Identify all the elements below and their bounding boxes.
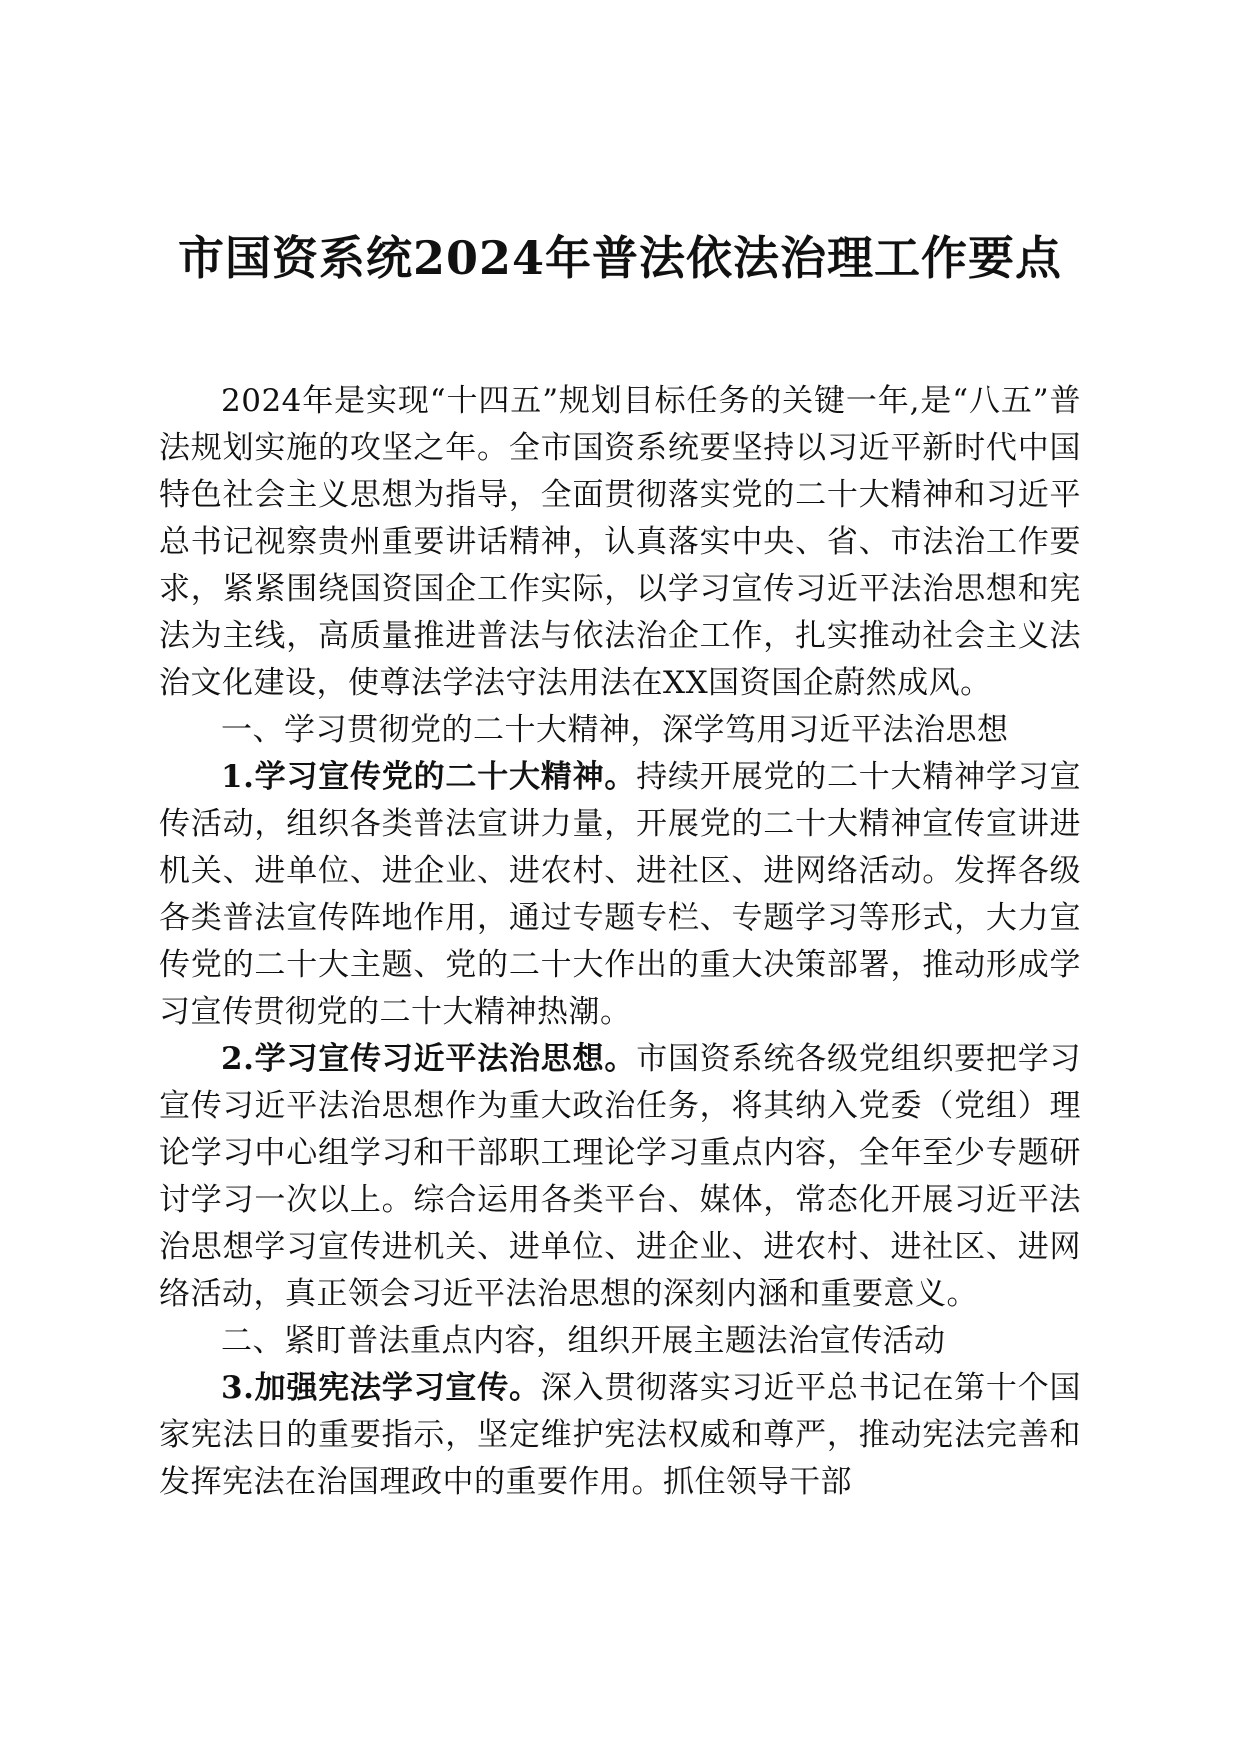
item-2-paragraph: [159, 1036, 1081, 1318]
section-1-heading: 一、学习贯彻党的二十大精神，深学笃用习近平法治思想: [221, 712, 1009, 748]
item-1-text: 持续开展党的二十大精神学习宣传活动，组织各类普法宣讲力量，开展党的二十大精神宣传宣讲进机关、进单位、进企业、进农村、进社区、进网络活动。发挥各级各类普法宣传阵地作用，通过专题专栏、专题学习等形式，大力宣传党的二十大主题、党的二十大作出的重大决策部署，推动形成学习宣传贯彻党的二十大精神热潮。: [159, 759, 1081, 1030]
item-2-lead: 2.学习宣传习近平法治思想。: [221, 1041, 637, 1077]
document-title: 市国资系统2024年普法依法治理工作要点: [177, 231, 1063, 285]
document-body: [159, 378, 1081, 1506]
section-2-heading: 二、紧盯普法重点内容，组织开展主题法治宣传活动: [221, 1323, 946, 1359]
item-3-text: 深入贯彻落实习近平总书记在第十个国家宪法日的重要指示，坚定维护宪法权威和尊严，推动宪法完善和发挥宪法在治国理政中的重要作用。抓住领导干部: [159, 1370, 1081, 1500]
item-3-lead: 3.加强宪法学习宣传。: [221, 1370, 541, 1406]
intro-paragraph: 2024年是实现“十四五”规划目标任务的关键一年,是“八五”普法规划实施的攻坚之年。全市国资系统要坚持以习近平新时代中国特色社会主义思想为指导，全面贯彻落实党的二十大精神和习近平总书记视察贵州重要讲话精神，认真落实中央、省、市法治工作要求，紧紧围绕国资国企工作实际，以学习宣传习近平法治思想和宪法为主线，高质量推进普法与依法治企工作，扎实推动社会主义法治文化建设，使尊法学法守法用法在XX国资国企蔚然成风。: [159, 383, 1081, 701]
item-1-paragraph: [159, 754, 1081, 1036]
item-1-lead: 1.学习宣传党的二十大精神。: [221, 759, 637, 795]
item-2-text: 市国资系统各级党组织要把学习宣传习近平法治思想作为重大政治任务，将其纳入党委（党组）理论学习中心组学习和干部职工理论学习重点内容，全年至少专题研讨学习一次以上。综合运用各类平台、媒体，常态化开展习近平法治思想学习宣传进机关、进单位、进企业、进农村、进社区、进网络活动，真正领会习近平法治思想的深刻内涵和重要意义。: [159, 1041, 1081, 1312]
item-3-paragraph: [159, 1365, 1081, 1506]
